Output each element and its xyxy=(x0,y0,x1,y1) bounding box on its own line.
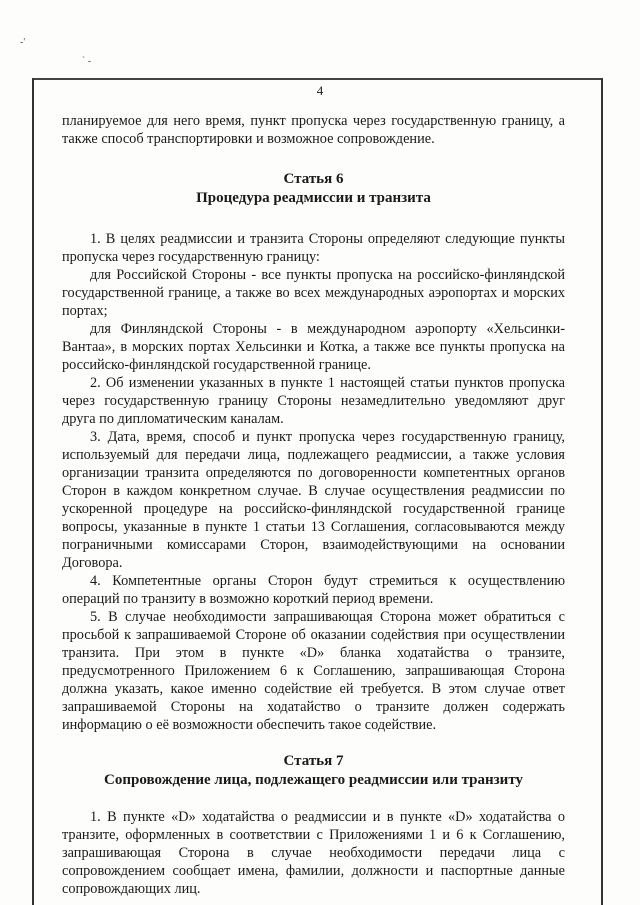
scan-mark: -' xyxy=(20,37,26,48)
article-7-subtitle: Сопровождение лица, подлежащего реадмиссии или транзиту xyxy=(104,772,523,788)
article-6-paragraph-1b: для Финляндской Стороны - в международном аэропорту «Хельсинки-Вантаа», в морских портах Хельсинки и Котка, а также все пункты пропуска на российско-финляндской государственной границе. xyxy=(62,321,565,373)
page-number: 4 xyxy=(316,83,324,98)
article-6-paragraph-5: 5. В случае необходимости запрашивающая Сторона может обратиться с просьбой к запрашиваемой Стороне об оказании содействия при осуществлении транзита. При этом в пункте «D» бланка ходатайства о транзите, предусмотренного Приложением 6 к Соглашению, запрашивающая Сторона должна указать, какое именно содействие ей требуется. В этом случае ответ запрашиваемой Стороны на ходатайство о транзите должен содержать информацию о её возможности обеспечить такое содействие. xyxy=(62,609,565,733)
article-6-paragraph-2: 2. Об изменении указанных в пункте 1 настоящей статьи пунктов пропуска через государственную границу Стороны незамедлительно уведомляют друг друга по дипломатическим каналам. xyxy=(62,375,565,427)
page-border-left xyxy=(32,78,34,905)
article-6-paragraph-1a: для Российской Стороны - все пункты пропуска на российско-финляндской государственной границе, а также во всех международных аэропортах и морских портах; xyxy=(62,267,565,319)
scan-mark: ` - xyxy=(82,56,92,67)
page-border-top xyxy=(32,78,603,80)
article-6-paragraph-4: 4. Компетентные органы Сторон будут стремиться к осуществлению операций по транзиту в возможно короткий период времени. xyxy=(62,573,565,607)
article-6-subtitle: Процедура реадмиссии и транзита xyxy=(196,190,431,206)
article-6-paragraph-3: 3. Дата, время, способ и пункт пропуска через государственную границу, используемый для передачи лица, подлежащего реадмиссии, а также условия организации транзита определяются по договоренности компетентных органов Сторон в каждом конкретном случае. В случае осуществления реадмиссии по ускоренной процедуре на российско-финляндской государственной границе вопросы, указанные в пункте 1 статьи 13 Соглашения, согласовываются между пограничными комиссарами Сторон, взаимодействующими на основании Договора. xyxy=(62,429,565,571)
article-7-paragraph-1: 1. В пункте «D» ходатайства о реадмиссии и в пункте «D» ходатайства о транзите, оформленных в соответствии с Приложениями 1 и 6 к Соглашению, запрашивающая Сторона в случае необходимости передачи лица с сопровождением сообщает имена, фамилии, должности и паспортные данные сопровождающих лиц. xyxy=(62,809,565,897)
document-body xyxy=(62,112,565,898)
article-7-title: Статья 7 xyxy=(283,753,344,769)
article-6-paragraph-1: 1. В целях реадмиссии и транзита Стороны определяют следующие пункты пропуска через государственную границу: xyxy=(62,231,565,265)
intro-paragraph: планируемое для него время, пункт пропуска через государственную границу, а также способ транспортировки и возможное сопровождение. xyxy=(62,113,565,147)
article-6-title: Статья 6 xyxy=(283,171,344,187)
page-border-right xyxy=(601,78,603,905)
